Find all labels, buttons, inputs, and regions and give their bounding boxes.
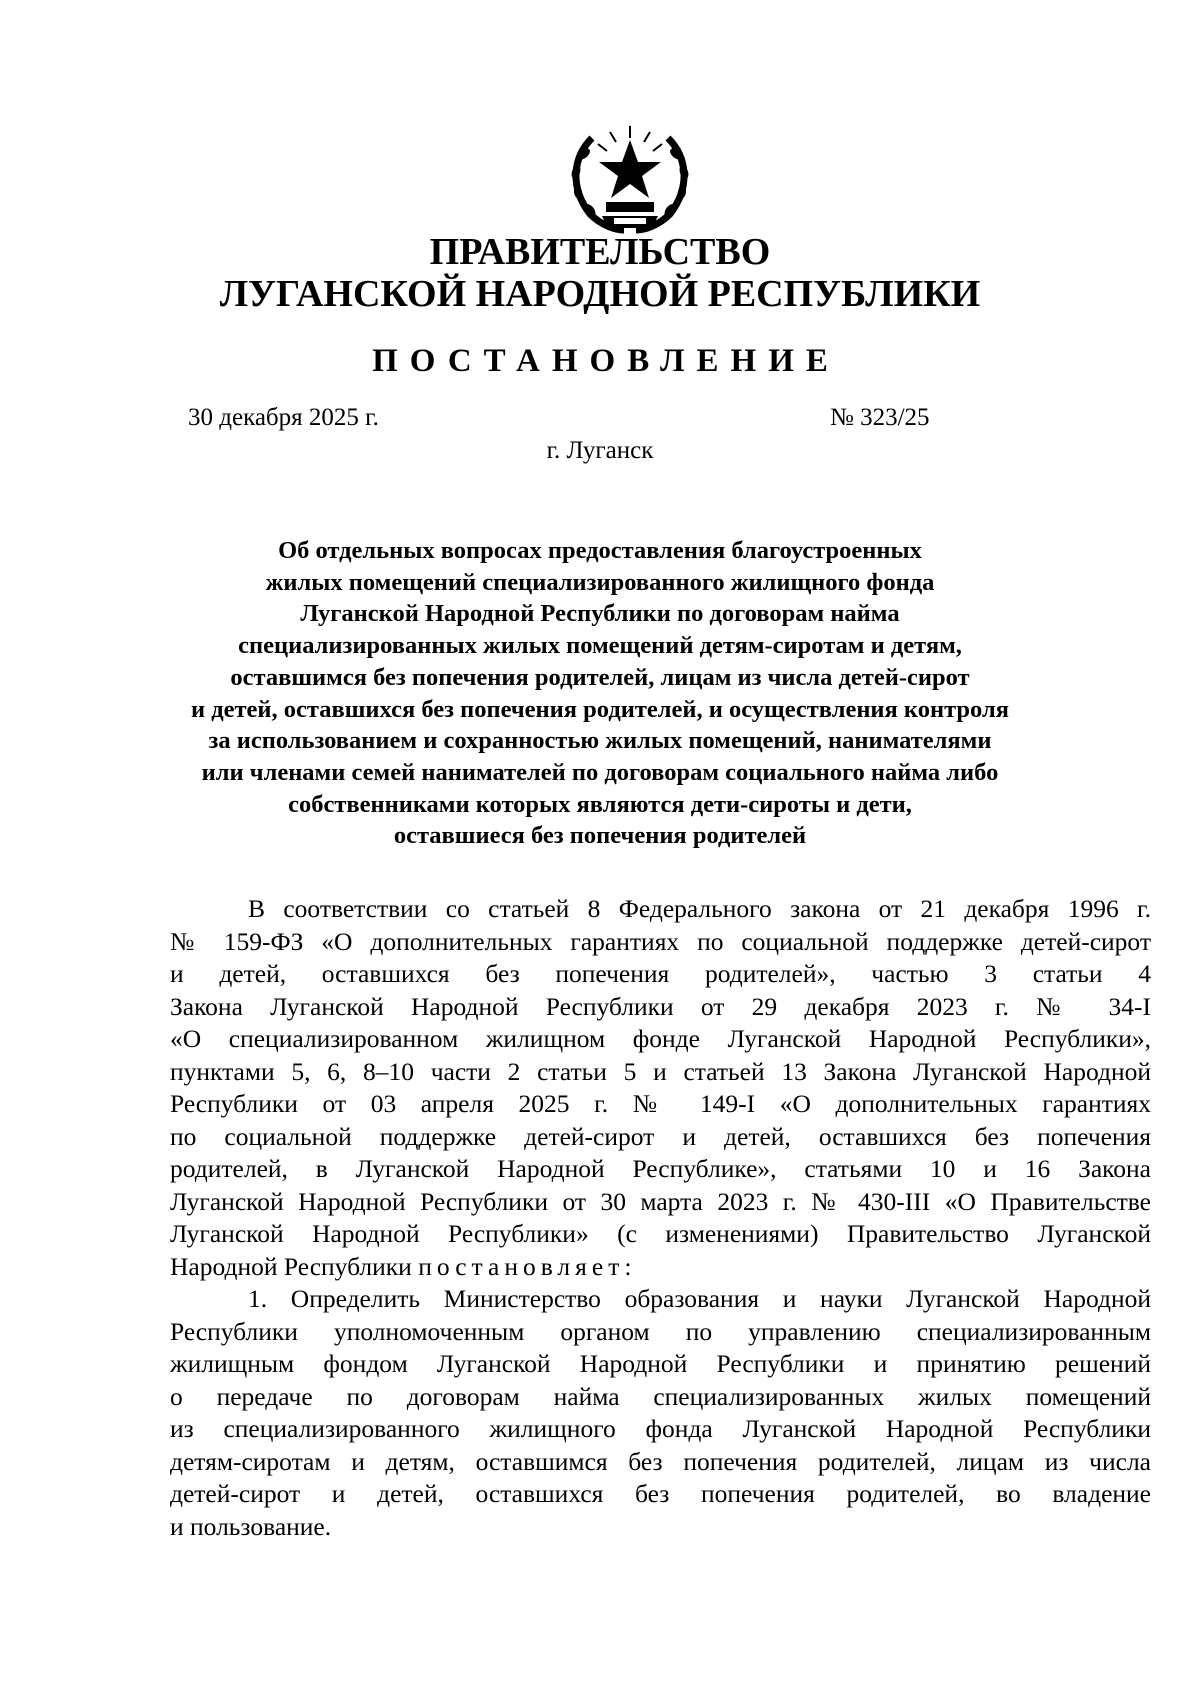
coat-of-arms-icon (562, 118, 698, 236)
item1-line: 1. Определить Министерство образования и науки Луганской Народной (248, 1284, 1151, 1313)
item1-line: Республики уполномоченным органом по управлению специализированным (170, 1316, 1151, 1346)
preamble-line: родителей, в Луганской Народной Республике», статьями 10 и 16 Закона (170, 1154, 1151, 1183)
item1-line: и пользование. (170, 1511, 332, 1541)
preamble-line: по социальной поддержке детей-сирот и детей, оставшихся без попечения (170, 1121, 1151, 1151)
preamble-line: «О специализированном жилищном фонде Луганской Народной Республики», (170, 1024, 1151, 1053)
preamble-last-prefix: Народной Республики (170, 1251, 419, 1281)
government-name-line1: ПРАВИТЕЛЬСТВО (429, 231, 771, 273)
preamble-line: Республики от 03 апреля 2025 г. № 149-I «О дополнительных гарантиях (170, 1089, 1151, 1118)
title-line: или членами семей нанимателей по договорам социального найма либо (201, 758, 999, 786)
preamble-line: и детей, оставшихся без попечения родителей», частью 3 статьи 4 (170, 959, 1151, 988)
title-line: специализированных жилых помещений детям-сиротам и детям, (238, 632, 962, 660)
document-body (170, 893, 1151, 1543)
preamble-line: Луганской Народной Республики от 30 марта 2023 г. № 430-III «О Правительстве (170, 1186, 1151, 1216)
preamble-last-line (170, 1251, 1151, 1284)
item1-line: из специализированного жилищного фонда Луганской Народной Республики (170, 1414, 1151, 1443)
document-date: 30 декабря 2025 г. (188, 404, 379, 431)
item1-line: о передаче по договорам найма специализированных жилых помещений (170, 1381, 1151, 1411)
document-type: ПОСТАНОВЛЕНИЕ (372, 343, 840, 379)
document-city: г. Луганск (546, 437, 654, 464)
title-line: собственниками которых являются дети-сироты и дети, (288, 790, 912, 818)
title-line: жилых помещений специализированного жилищного фонда (265, 568, 935, 596)
item1-line: детям-сиротам и детям, оставшимся без попечения родителей, лицам из числа (170, 1446, 1151, 1476)
document-number: № 323/25 (830, 404, 930, 431)
preamble-line: Закона Луганской Народной Республики от 29 декабря 2023 г. № 34-I (170, 991, 1151, 1021)
preamble-line: В соответствии со статьей 8 Федерального закона от 21 декабря 1996 г. (248, 894, 1151, 923)
preamble-line: Луганской Народной Республики» (с изменениями) Правительство Луганской (170, 1219, 1151, 1248)
title-line: Луганской Народной Республики по договорам найма (300, 600, 900, 628)
title-line: Об отдельных вопросах предоставления благоустроенных (278, 537, 922, 564)
title-line: оставшимся без попечения родителей, лицам из числа детей-сирот (230, 663, 970, 691)
government-name-line2: ЛУГАНСКОЙ НАРОДНОЙ РЕСПУБЛИКИ (219, 273, 981, 315)
document-title (160, 535, 1040, 852)
preamble-line: пунктами 5, 6, 8–10 части 2 статьи 5 и статьей 13 Закона Луганской Народной (170, 1056, 1151, 1086)
item1-line: детей-сирот и детей, оставшихся без попечения родителей, во владение (170, 1479, 1151, 1508)
title-line: и детей, оставшихся без попечения родителей, и осуществления контроля (191, 695, 1009, 723)
preamble-line: № 159-ФЗ «О дополнительных гарантиях по социальной поддержке детей-сирот (170, 926, 1151, 956)
item1-line: жилищным фондом Луганской Народной Республики и принятию решений (170, 1349, 1151, 1378)
decree-verb: постановляет: (418, 1251, 637, 1281)
title-line: за использованием и сохранностью жилых помещений, нанимателями (208, 727, 992, 755)
title-line: оставшиеся без попечения родителей (393, 822, 807, 850)
